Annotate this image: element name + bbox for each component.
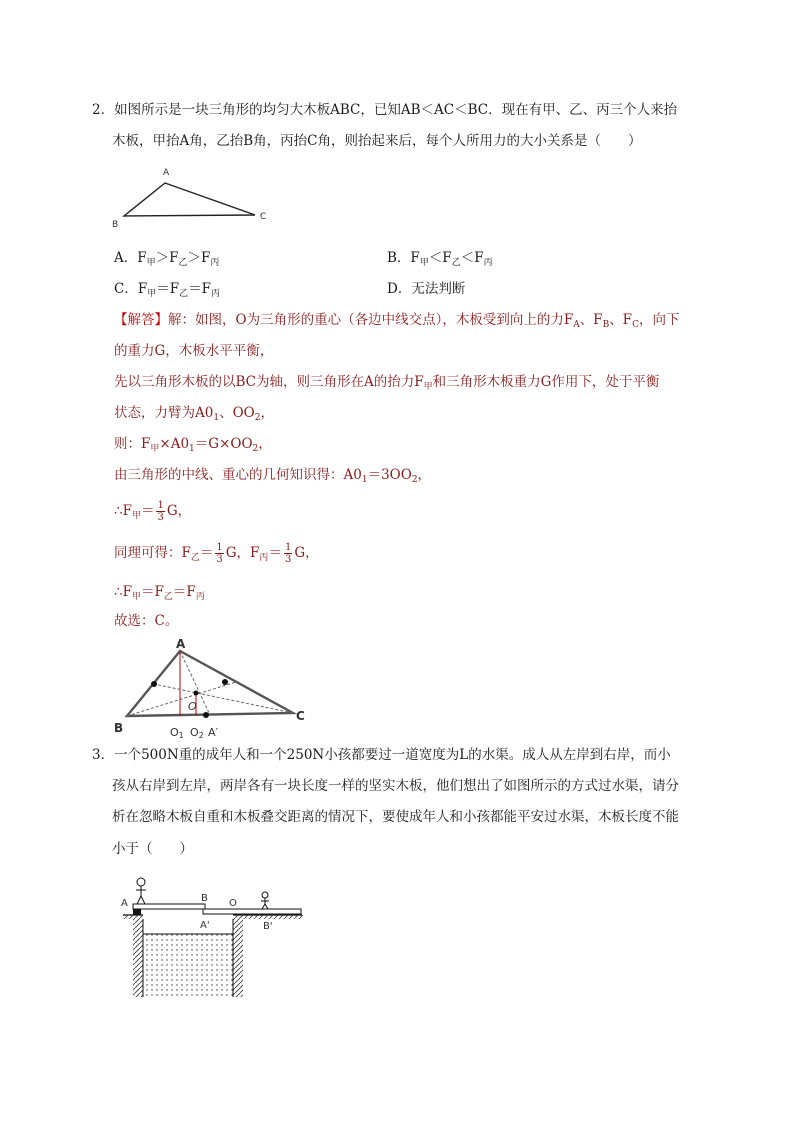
centroid-figure xyxy=(110,638,310,738)
option-c: C．$F_甲=F_乙=F_丙$ xyxy=(114,281,220,299)
right-wall xyxy=(233,919,243,997)
label-a: A xyxy=(163,168,170,178)
label-a: A xyxy=(121,898,128,909)
midpoint-ac xyxy=(222,679,228,685)
adult-figure xyxy=(136,878,146,904)
median-c xyxy=(154,684,293,713)
answer-line2: 的重力G，木板水平平衡， xyxy=(114,343,274,359)
q2-text-line2: 木板，甲抬A角，乙抬B角，丙抬C角，则抬起来后，每个人所用力的大小关系是（ ） xyxy=(112,133,642,149)
label-b: B xyxy=(114,721,124,735)
answer-line9: $\therefore F_甲=F_乙=F_丙$ xyxy=(114,584,205,602)
board-ob xyxy=(203,909,301,914)
left-bank-hatch xyxy=(123,915,143,919)
answer-line7: $\therefore F_甲=$ $\frac{1}{3}$ G， xyxy=(114,500,192,523)
label-a: A xyxy=(176,637,186,651)
right-bank-hatch xyxy=(233,915,303,919)
board-ab xyxy=(133,904,205,909)
child-figure xyxy=(261,892,269,909)
block-a xyxy=(133,909,141,915)
midpoint-bc xyxy=(203,712,209,718)
label-o: O xyxy=(188,700,197,713)
answer-line5: 则：$F_甲\times A0_1=G\times OO_2$， xyxy=(114,436,272,454)
option-b: B．$F_甲<F_乙<F_丙$ xyxy=(387,250,493,268)
label-a-prime: A′ xyxy=(208,726,219,739)
q2-text-line1: 2．如图所示是一块三角形的均匀大木板ABC，已知AB＜AC＜BC．现在有甲、乙、丙三个人来抬 xyxy=(92,102,678,118)
triangle-abc xyxy=(124,183,255,216)
q3-text-line4: 小于（ ） xyxy=(112,841,193,857)
answer-line6: 由三角形的中线、重心的几何知识得：$A0_1=3OO_2$， xyxy=(114,467,432,485)
q3-text-line1: 3．一个500N重的成年人和一个250N小孩都要过一道宽度为L的水渠。成人从左岸到右岸，而小 xyxy=(92,747,671,763)
label-a-prime: A' xyxy=(200,920,210,931)
label-b-prime: B' xyxy=(263,921,273,932)
q3-text-line2: 孩从右岸到左岸，两岸各有一块长度一样的坚实木板，他们想出了如图所示的方式过水渠，请分 xyxy=(112,778,679,794)
label-c: C xyxy=(296,709,305,723)
left-wall xyxy=(133,919,143,997)
triangle-figure xyxy=(108,162,278,234)
q3-text-line3: 析在忽略木板自重和木板叠交距离的情况下，要使成年人和小孩都能平安过水渠，木板长度不能 xyxy=(112,809,679,825)
answer-line10: 故选：C。 xyxy=(114,613,179,629)
answer-line3: 先以三角形木板的以BC为轴，则三角形在A的抬力$F_甲$和三角形木板重力G作用下，处于平衡 xyxy=(114,374,660,392)
midpoint-ab xyxy=(151,681,157,687)
label-b: B xyxy=(112,220,119,230)
canal-figure xyxy=(115,868,315,1008)
label-b: B xyxy=(201,893,208,904)
centroid-o xyxy=(194,691,199,696)
fraction-one-third: $\frac{1}{3}$ xyxy=(157,500,164,523)
label-c: C xyxy=(260,212,267,222)
median-b xyxy=(127,682,236,716)
answer-line4: 状态，力臂为$A0_1$、$OO_2$， xyxy=(114,405,274,423)
water xyxy=(143,934,233,997)
label-o: O xyxy=(229,898,237,909)
answer-line8: 同理可得：$F_乙=$ $\frac{1}{3}$ G，$F_丙=$ $\frac{1}{3}$ G， xyxy=(114,542,319,565)
label-o2: O2 xyxy=(190,726,204,740)
label-o1: O1 xyxy=(170,726,184,740)
option-d: D．无法判断 xyxy=(387,281,466,297)
answer-line1: 【解答】解：如图，O为三角形的重心（各边中线交点），木板受到向上的力$F_A$、$F_B$、$F_C$，向下 xyxy=(114,312,680,330)
option-a: A．$F_甲>F_乙>F_丙$ xyxy=(114,250,220,268)
answer-tag: 【解答】 xyxy=(114,312,168,328)
